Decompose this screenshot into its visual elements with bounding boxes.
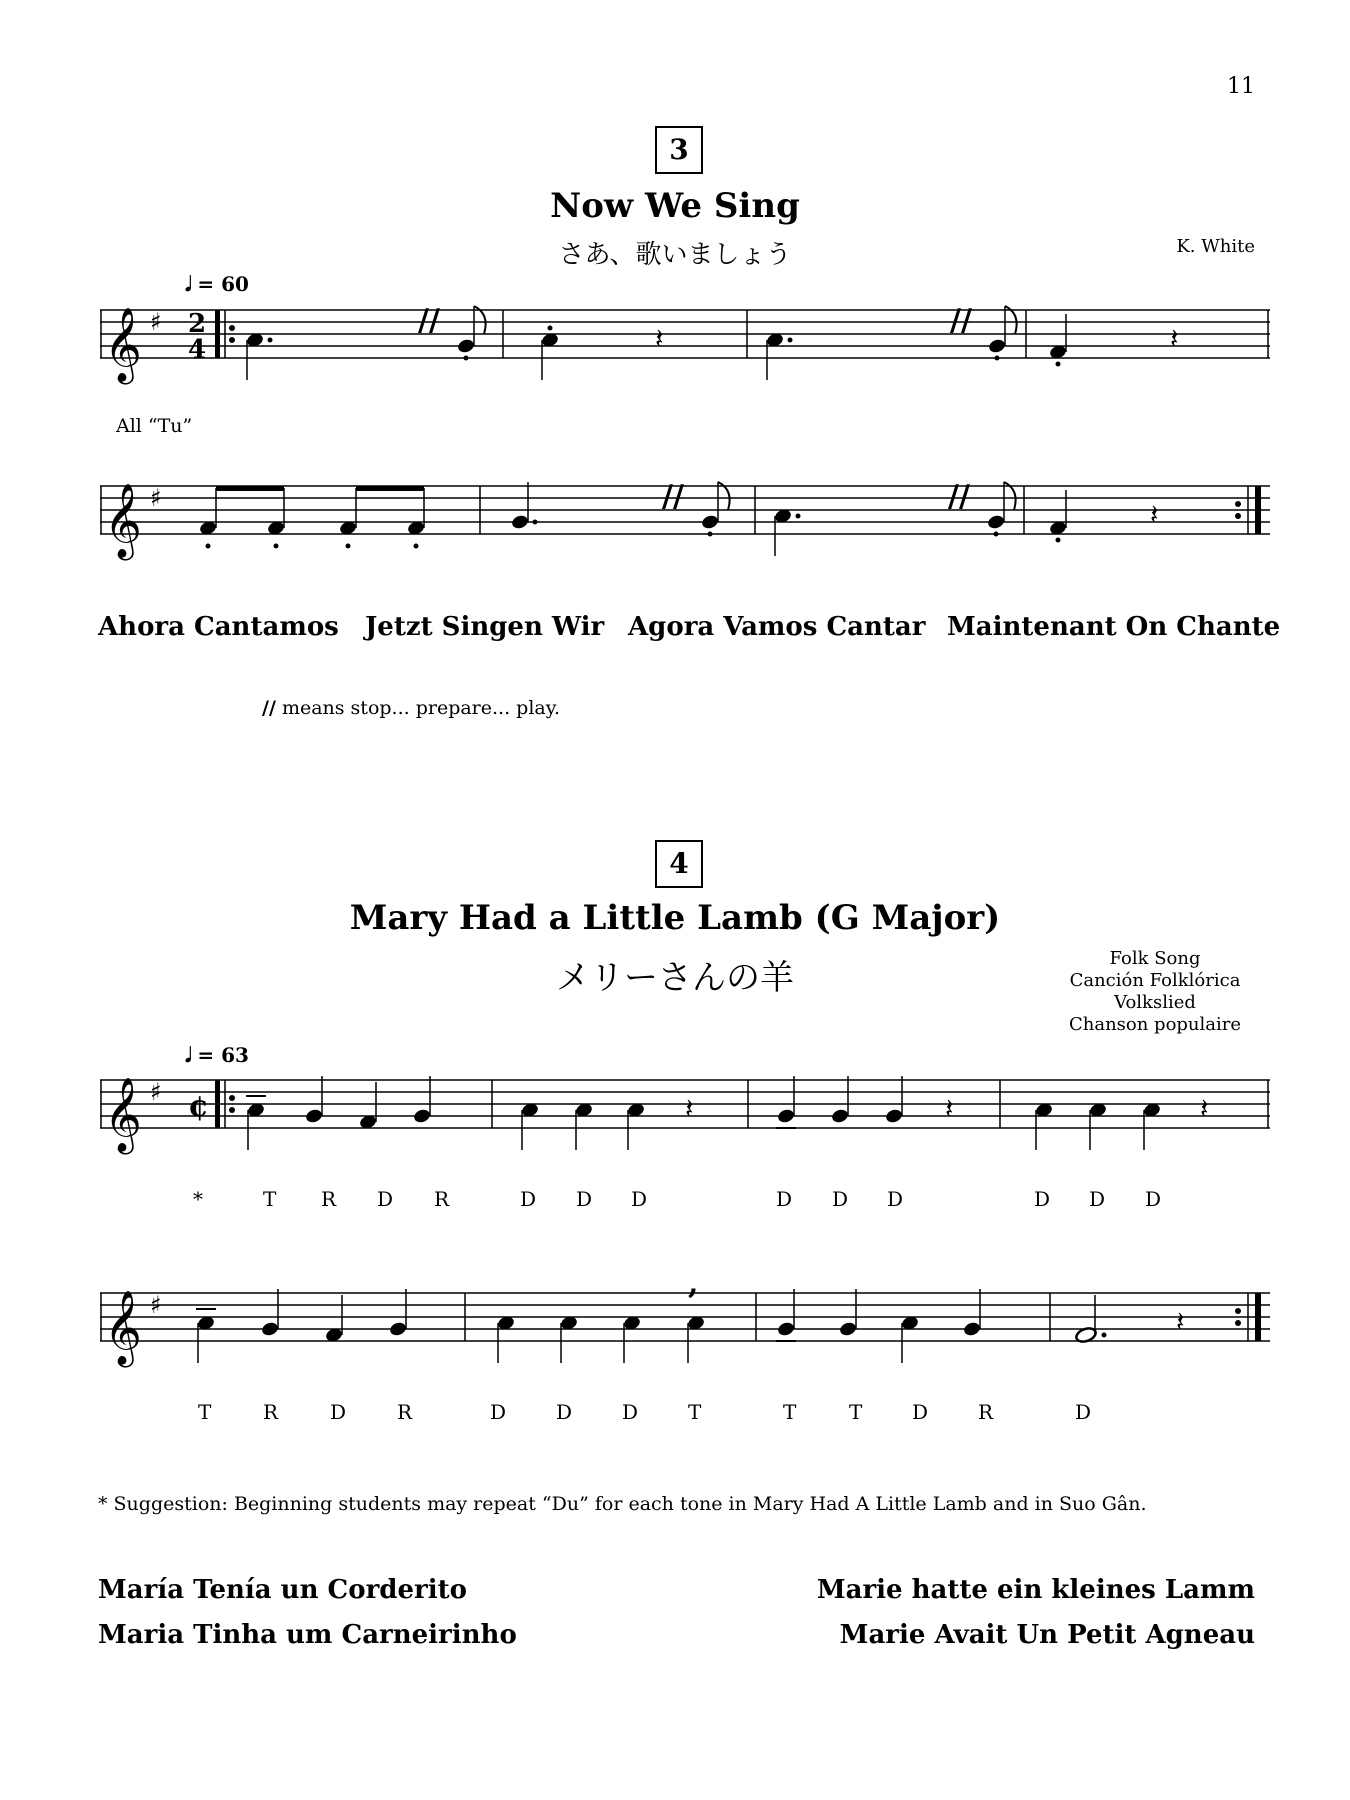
tempo-marking-3: 𝅘𝅥 = 60 <box>185 272 249 296</box>
svg-text:𝄽: 𝄽 <box>1150 498 1159 531</box>
footnote: * Suggestion: Beginning students may repeat “Du” for each tone in Mary Had A Little Lamb and in Suo Gân. <box>98 1493 1147 1515</box>
tonguing-syllable: D <box>330 1400 347 1424</box>
treble-clef-icon: 𝄞 <box>104 308 142 382</box>
half-note-icon: 𝅘𝅥 <box>185 272 192 296</box>
breath-mark-note: // means stop... prepare... play. <box>262 697 560 719</box>
svg-text:𝄽: 𝄽 <box>1200 1092 1209 1125</box>
tonguing-syllable: D <box>576 1187 593 1211</box>
tonguing-syllable: D <box>490 1400 507 1424</box>
tonguing-syllable: D <box>1075 1400 1092 1424</box>
tempo-marking-4: 𝅘𝅥 = 63 <box>185 1043 249 1067</box>
exercise-3-title-jp: さあ、歌いましょう <box>558 240 792 270</box>
svg-text:♯: ♯ <box>150 1078 162 1106</box>
sharp-icon: ♯ <box>150 308 162 336</box>
tonguing-syllable: R <box>397 1400 413 1424</box>
staff-4-line-1 <box>100 1070 1270 1170</box>
svg-text:𝄽: 𝄽 <box>1176 1305 1185 1338</box>
tonguing-syllable: D <box>1034 1187 1051 1211</box>
staff-3-line-1 <box>100 300 1270 420</box>
tonguing-syllable: D <box>912 1400 929 1424</box>
svg-text:♯: ♯ <box>150 1291 162 1319</box>
svg-text:♯: ♯ <box>150 484 162 512</box>
tonguing-footnote-marker: * <box>193 1187 203 1211</box>
svg-text:𝄽: 𝄽 <box>685 1092 694 1125</box>
tonguing-syllable: R <box>434 1187 450 1211</box>
tonguing-syllable: D <box>377 1187 394 1211</box>
half-note-icon: 𝅘𝅥 <box>185 1043 192 1067</box>
tonguing-syllable: T <box>688 1400 702 1424</box>
composer: K. White <box>1176 236 1255 257</box>
tonguing-syllable: T <box>783 1400 797 1424</box>
exercise-3-title: Now We Sing <box>550 186 800 226</box>
tonguing-syllable: D <box>556 1400 573 1424</box>
staff-4-line-2 <box>100 1266 1270 1383</box>
translation-german: Jetzt Singen Wir <box>365 612 605 642</box>
tonguing-syllable: D <box>776 1187 793 1211</box>
svg-text:𝄽: 𝄽 <box>945 1092 954 1125</box>
breath-comma-icon: , <box>688 1266 699 1301</box>
svg-text://: // <box>950 303 972 338</box>
staff-3-line-2 <box>100 476 1270 596</box>
tonguing-syllable: T <box>198 1400 212 1424</box>
page-number: 11 <box>1227 74 1255 99</box>
tonguing-syllable: D <box>1089 1187 1106 1211</box>
translation-spanish: María Tenía un Corderito <box>98 1575 467 1605</box>
translation-french: Maintenant On Chante <box>947 612 1281 642</box>
tonguing-syllable: D <box>887 1187 904 1211</box>
svg-text:2: 2 <box>188 309 207 339</box>
articulation-label: All “Tu” <box>116 415 193 437</box>
translation-portuguese: Maria Tinha um Carneirinho <box>98 1620 517 1650</box>
svg-text://: // <box>948 479 970 514</box>
svg-text:𝄽: 𝄽 <box>1170 322 1179 355</box>
tonguing-syllable: D <box>520 1187 537 1211</box>
tonguing-syllable: R <box>321 1187 337 1211</box>
tonguing-syllable: D <box>622 1400 639 1424</box>
tonguing-syllable: T <box>263 1187 277 1211</box>
tonguing-syllable: D <box>832 1187 849 1211</box>
breath-mark-icon: // <box>418 303 440 338</box>
svg-text:𝄞: 𝄞 <box>104 484 142 558</box>
exercise-number-3: 3 <box>655 126 703 174</box>
tonguing-syllable: R <box>263 1400 279 1424</box>
tonguing-syllable: D <box>631 1187 648 1211</box>
svg-text:𝄞: 𝄞 <box>104 1078 142 1152</box>
cut-time-icon: ¢ <box>188 1089 209 1124</box>
exercise-number-4: 4 <box>655 840 703 888</box>
tonguing-syllable: R <box>978 1400 994 1424</box>
svg-text:4: 4 <box>188 335 207 365</box>
translation-spanish: Ahora Cantamos <box>98 612 339 642</box>
breath-mark-icon: // <box>262 697 276 719</box>
exercise-4-title: Mary Had a Little Lamb (G Major) <box>349 898 1001 938</box>
source-credit: Folk Song Canción Folklórica Volkslied Chanson populaire <box>1068 948 1242 1035</box>
svg-text:𝄞: 𝄞 <box>104 1291 142 1365</box>
translation-french: Marie Avait Un Petit Agneau <box>839 1620 1255 1650</box>
exercise-4-title-jp: メリーさんの羊 <box>556 958 794 998</box>
translation-german: Marie hatte ein kleines Lamm <box>816 1575 1255 1605</box>
translation-portuguese: Agora Vamos Cantar <box>628 612 926 642</box>
tonguing-syllable: T <box>849 1400 863 1424</box>
svg-text://: // <box>662 479 684 514</box>
quarter-rest-icon: 𝄽 <box>655 322 664 355</box>
tonguing-syllable: D <box>1145 1187 1162 1211</box>
